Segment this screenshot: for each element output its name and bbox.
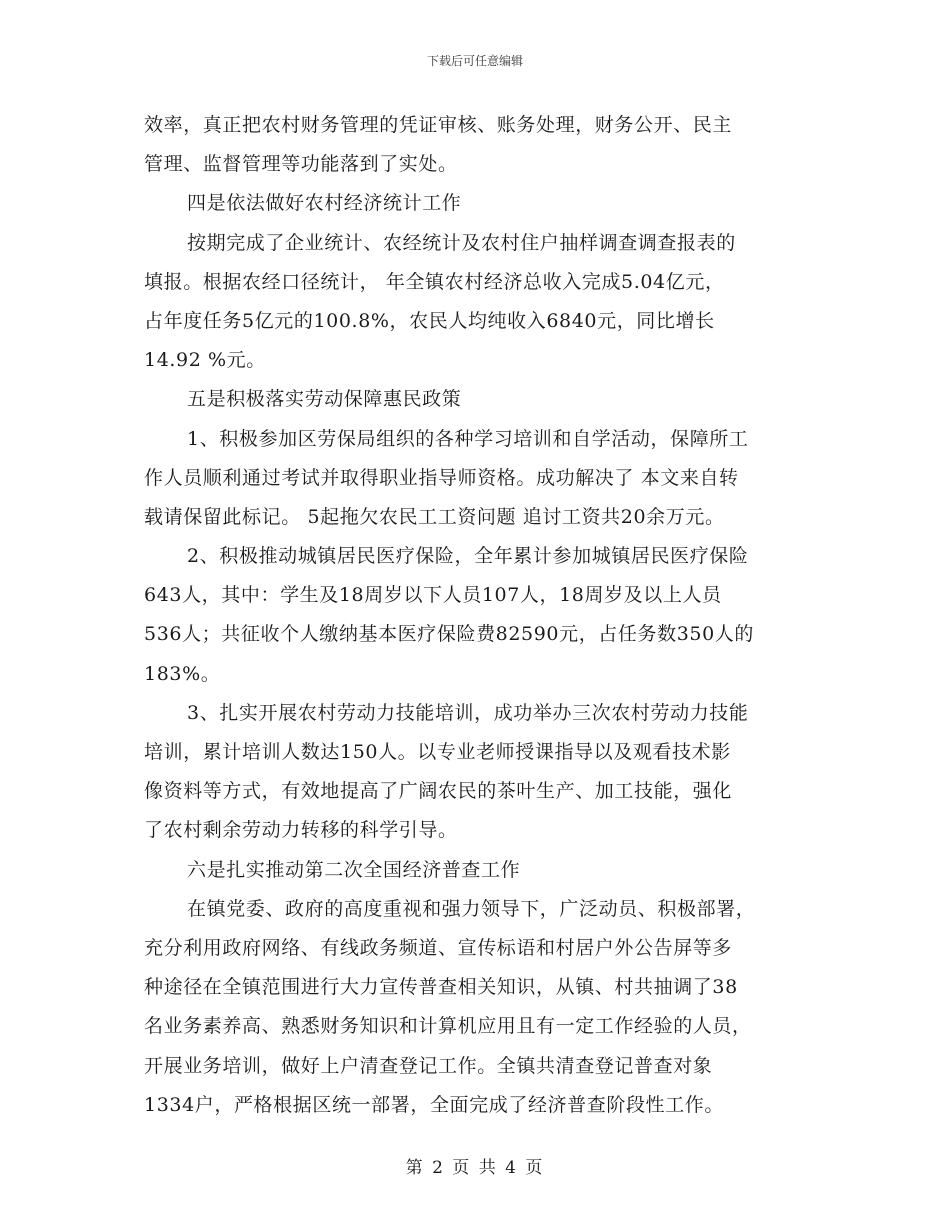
- text-line: 六是扎实推动第二次全国经济普查工作: [187, 858, 521, 881]
- text-line: 充分利用政府网络、有线政务频道、宣传标语和村居户外公告屏等多: [144, 936, 733, 959]
- text-line: 1、积极参加区劳保局组织的各种学习培训和自学活动，保障所工: [187, 427, 749, 450]
- text-line: 3、扎实开展农村劳动力技能培训，成功举办三次农村劳动力技能: [187, 701, 749, 724]
- text-line: 载请保留此标记。 5起拖欠农民工工资问题 追讨工资共20余万元。: [144, 505, 725, 528]
- text-line: 开展业务培训，做好上户清查登记工作。全镇共清查登记普查对象: [144, 1054, 713, 1077]
- page-number-footer: 第 2 页 共 4 页: [405, 1158, 545, 1178]
- text-line: 像资料等方式，有效地提高了广阔农民的茶叶生产、加工技能，强化: [144, 780, 733, 803]
- text-line: 管理、监督管理等功能落到了实处。: [144, 153, 458, 176]
- text-line: 填报。根据农经口径统计， 年全镇农村经济总收入完成5.04亿元，: [144, 270, 725, 293]
- document-body: [144, 106, 810, 1125]
- text-line: 种途径在全镇范围进行大力宣传普查相关知识，从镇、村共抽调了38: [144, 976, 738, 999]
- text-line: 在镇党委、政府的高度重视和强力领导下，广泛动员、积极部署，: [187, 897, 756, 920]
- page-header: 下载后可任意编辑: [426, 54, 523, 68]
- text-line: 效率，真正把农村财务管理的凭证审核、账务处理，财务公开、民主: [144, 114, 733, 136]
- text-line: 2、积极推动城镇居民医疗保险，全年累计参加城镇居民医疗保险: [187, 545, 749, 568]
- text-line: 183%。: [144, 662, 221, 685]
- text-line: 占年度任务5亿元的100.8%，农民人均纯收入6840元，同比增长: [144, 309, 715, 332]
- text-line: 了农村剩余劳动力转移的科学引导。: [144, 819, 458, 842]
- text-line: 培训，累计培训人数达150人。以专业老师授课指导以及观看技术影: [144, 741, 731, 763]
- text-line: 536人；共征收个人缴纳基本医疗保险费82590元，占任务数350人的: [144, 623, 754, 646]
- text-line: 名业务素养高、熟悉财务知识和计算机应用且有一定工作经验的人员，: [144, 1015, 752, 1038]
- text-line: 作人员顺利通过考试并取得职业指导师资格。成功解决了 本文来自转: [144, 466, 739, 489]
- text-line: 五是积极落实劳动保障惠民政策: [187, 388, 462, 411]
- text-line: 按期完成了企业统计、农经统计及农村住户抽样调查调查报表的: [187, 231, 736, 254]
- text-line: 四是依法做好农村经济统计工作: [187, 192, 462, 215]
- text-line: 14.92 %元。: [144, 349, 266, 372]
- text-line: 1334户，严格根据区统一部署，全面完成了经济普查阶段性工作。: [144, 1093, 724, 1116]
- text-line: 643人，其中：学生及18周岁以下人员107人，18周岁及以上人员: [144, 584, 722, 607]
